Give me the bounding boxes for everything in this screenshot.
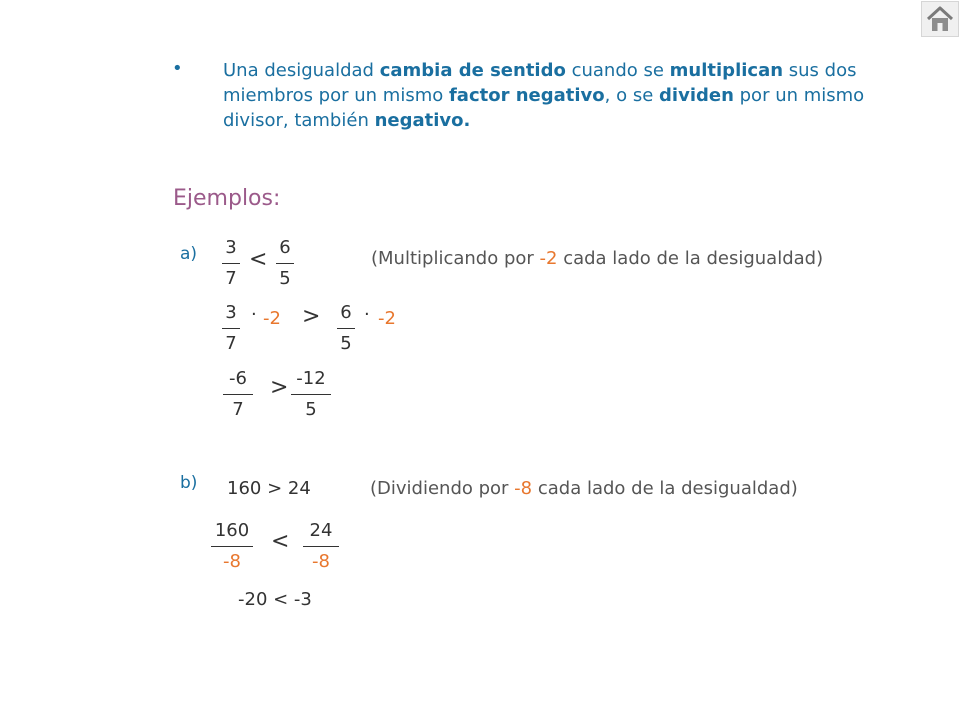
denominator: 7 bbox=[225, 333, 237, 354]
fraction-a1-right bbox=[276, 237, 294, 290]
rule-text-2: cuando se bbox=[565, 60, 670, 81]
numerator: 3 bbox=[225, 302, 237, 323]
denominator: -8 bbox=[312, 551, 330, 572]
denominator: 7 bbox=[225, 268, 237, 289]
numerator: 6 bbox=[340, 302, 352, 323]
factor-a2-1: -2 bbox=[263, 308, 281, 329]
rule-text-1: Una desigualdad bbox=[223, 60, 380, 81]
rule-bold-3: factor negativo bbox=[448, 85, 605, 106]
example-b-note-pre: (Dividiendo por bbox=[370, 478, 515, 499]
fraction-b1-left bbox=[211, 520, 253, 573]
fraction-a2-right bbox=[337, 302, 355, 355]
rule-text-4: , o se bbox=[604, 85, 660, 106]
fraction-bar bbox=[222, 328, 240, 329]
numerator: 6 bbox=[279, 237, 291, 258]
inequality-sign-b1: < bbox=[271, 529, 290, 554]
example-b-note-post: cada lado de la desigualdad) bbox=[532, 478, 798, 499]
home-button[interactable] bbox=[921, 1, 959, 37]
denominator: 5 bbox=[279, 268, 291, 289]
example-b-note-divisor: -8 bbox=[514, 478, 533, 499]
fraction-bar bbox=[223, 394, 253, 395]
example-a-note-pre: (Multiplicando por bbox=[371, 248, 540, 269]
fraction-bar bbox=[291, 394, 331, 395]
example-a-label: a) bbox=[180, 244, 198, 264]
rule-bold-4: dividen bbox=[659, 85, 734, 106]
example-b-result: -20 < -3 bbox=[238, 589, 312, 610]
numerator: 3 bbox=[225, 237, 237, 258]
fraction-bar bbox=[337, 328, 355, 329]
denominator: -8 bbox=[223, 551, 241, 572]
numerator: 24 bbox=[309, 520, 333, 541]
examples-heading: Ejemplos: bbox=[173, 186, 281, 211]
denominator: 5 bbox=[305, 399, 317, 420]
example-a-note bbox=[371, 248, 823, 269]
rule-text-3: sus dos miembros por un mismo bbox=[223, 60, 857, 106]
rule-bold-1: cambia de sentido bbox=[379, 60, 566, 81]
numerator: -12 bbox=[296, 368, 326, 389]
numerator: 160 bbox=[214, 520, 250, 541]
fraction-bar bbox=[276, 263, 294, 264]
denominator: 7 bbox=[232, 399, 244, 420]
fraction-b1-right bbox=[303, 520, 339, 573]
bullet: • bbox=[172, 58, 183, 79]
example-b-label: b) bbox=[180, 473, 198, 493]
numerator: -6 bbox=[229, 368, 247, 389]
fraction-bar bbox=[222, 263, 240, 264]
fraction-a3-left bbox=[223, 368, 253, 421]
home-icon bbox=[922, 2, 958, 36]
rule-text-5: por un mismo divisor, también bbox=[223, 85, 865, 131]
example-b-statement: 160 > 24 bbox=[227, 478, 311, 499]
fraction-bar bbox=[211, 546, 253, 547]
example-a-note-factor: -2 bbox=[539, 248, 558, 269]
factor-a2-2: -2 bbox=[378, 308, 396, 329]
denominator: 5 bbox=[340, 333, 352, 354]
inequality-sign-a2: > bbox=[302, 304, 321, 329]
fraction-bar bbox=[303, 546, 339, 547]
example-b-note bbox=[370, 478, 798, 499]
fraction-a2-left bbox=[222, 302, 240, 355]
multiply-dot-a2-1: · bbox=[251, 304, 257, 325]
fraction-a3-right bbox=[291, 368, 331, 421]
multiply-dot-a2-2: · bbox=[364, 304, 370, 325]
inequality-sign-a1: < bbox=[249, 247, 268, 272]
example-a-note-post: cada lado de la desigualdad) bbox=[557, 248, 824, 269]
rule-bold-2: multiplican bbox=[669, 60, 784, 81]
fraction-a1-left bbox=[222, 237, 240, 290]
rule-paragraph bbox=[223, 58, 903, 133]
inequality-sign-a3: > bbox=[270, 375, 289, 400]
rule-bold-5: negativo. bbox=[374, 110, 471, 131]
